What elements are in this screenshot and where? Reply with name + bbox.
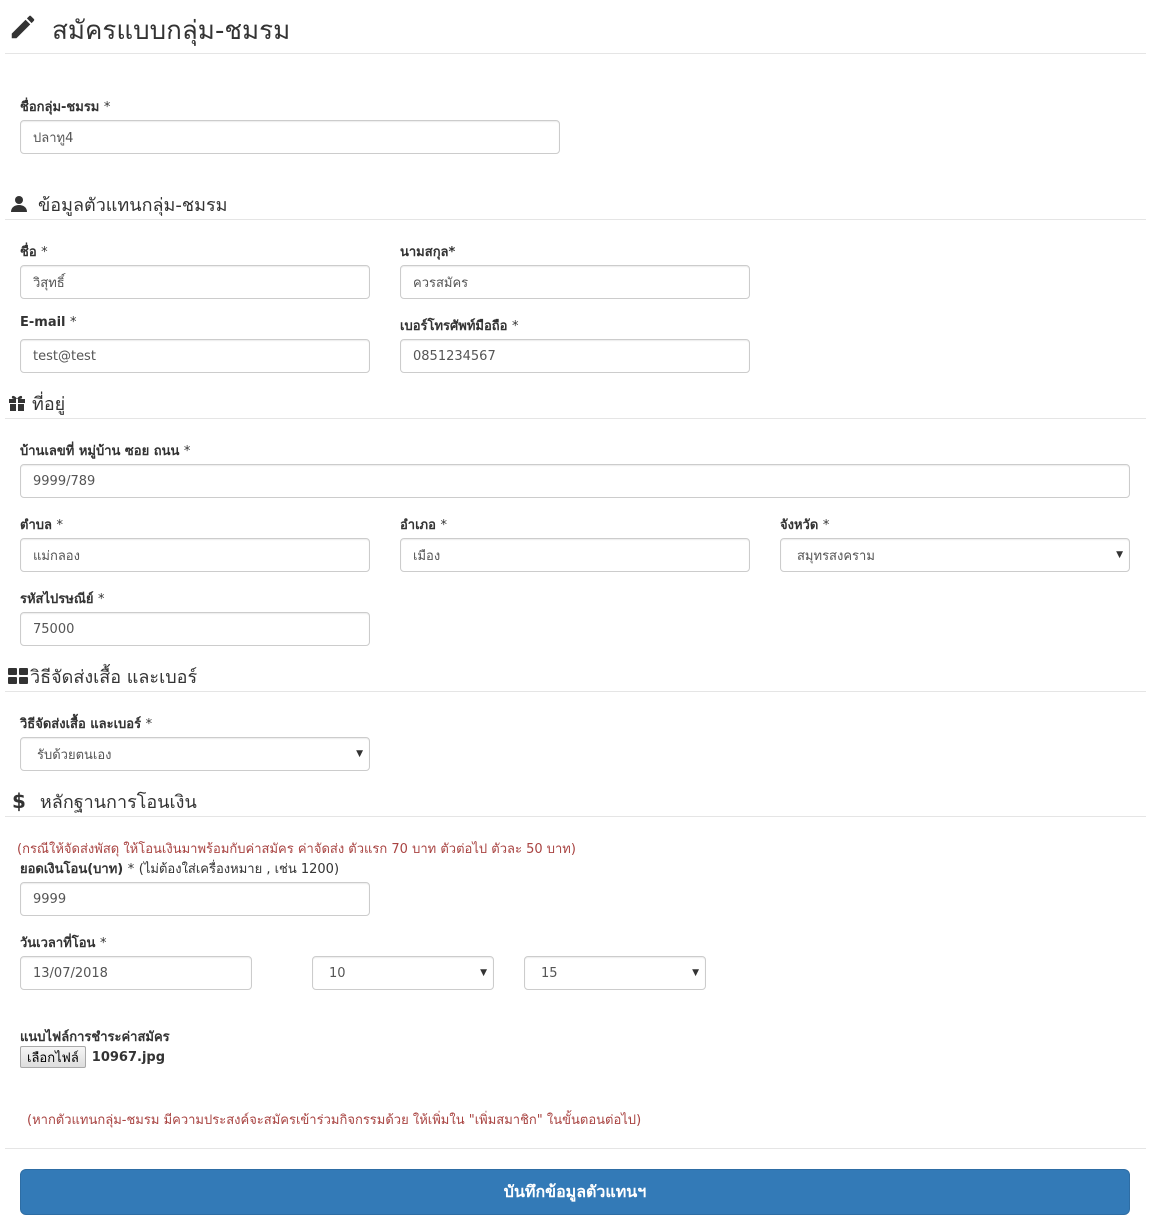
caret-down-icon: ▼ xyxy=(692,968,699,978)
caret-down-icon: ▼ xyxy=(356,749,363,759)
divider xyxy=(5,691,1146,692)
divider xyxy=(5,219,1146,220)
district-label: อำเภอ * xyxy=(400,518,447,533)
shipping-fee-note: (กรณีให้จัดส่งพัสดุ ให้โอนเงินมาพร้อมกับค่าสมัคร ค่าจัดส่ง ตัวแรก 70 บาท ตัวต่อไป ตัวละ 50 บาท) xyxy=(17,842,576,857)
group-name-label: ชื่อกลุ่ม-ชมรม * xyxy=(20,100,111,115)
group-name-input[interactable]: ปลาทู4 xyxy=(20,120,560,154)
last-name-label: นามสกุล* xyxy=(400,245,456,260)
divider xyxy=(5,418,1146,419)
page-title xyxy=(8,10,290,50)
amount-label: ยอดเงินโอน(บาท) * (ไม่ต้องใส่เครื่องหมาย , เช่น 1200) xyxy=(20,862,340,877)
street-input[interactable]: 9999/789 xyxy=(20,464,1130,498)
district-input[interactable]: เมือง xyxy=(400,538,750,572)
divider xyxy=(5,1148,1146,1149)
shipping-section-heading: วิธีจัดส่งเสื้อ และเบอร์ xyxy=(8,663,197,689)
transfer-date-input[interactable]: 13/07/2018 xyxy=(20,956,252,990)
postal-input[interactable]: 75000 xyxy=(20,612,370,646)
gift-icon xyxy=(8,394,26,412)
divider xyxy=(5,816,1146,817)
member-note: (หากตัวแทนกลุ่ม-ชมรม มีความประสงค์จะสมัครเข้าร่วมกิจกรรมด้วย ให้เพิ่มใน "เพิ่มสมาชิก" ในขั้นตอนต่อไป) xyxy=(27,1113,642,1128)
caret-down-icon: ▼ xyxy=(1116,550,1123,560)
email-input[interactable]: test@test xyxy=(20,339,370,373)
postal-label: รหัสไปรษณีย์ * xyxy=(20,592,105,607)
subdistrict-label: ตำบล * xyxy=(20,518,63,533)
province-label: จังหวัด * xyxy=(780,518,830,533)
divider xyxy=(5,53,1146,54)
page-title-text: สมัครแบบกลุ่ม-ชมรม xyxy=(52,15,291,46)
payment-section-heading: $ หลักฐานการโอนเงิน xyxy=(12,789,197,813)
transfer-minute-select[interactable]: 15 ▼ xyxy=(524,956,706,990)
first-name-input[interactable]: วิสุทธิ์ xyxy=(20,265,370,299)
email-label: E-mail * xyxy=(20,315,77,330)
address-section-heading: ที่อยู่ xyxy=(8,390,65,416)
th-large-icon xyxy=(8,667,28,685)
street-label: บ้านเลขที่ หมู่บ้าน ซอย ถนน * xyxy=(20,444,191,459)
first-name-label: ชื่อ * xyxy=(20,245,48,260)
payment-file-label: แนบไฟล์การชำระค่าสมัคร xyxy=(20,1030,170,1045)
province-select[interactable]: สมุทรสงคราม ▼ xyxy=(780,538,1130,572)
pencil-icon xyxy=(8,12,38,49)
subdistrict-input[interactable]: แม่กลอง xyxy=(20,538,370,572)
selected-file-name: 10967.jpg xyxy=(91,1049,166,1065)
last-name-input[interactable]: ควรสมัคร xyxy=(400,265,750,299)
choose-file-button[interactable]: เลือกไฟล์ xyxy=(20,1046,86,1068)
transfer-datetime-label: วันเวลาที่โอน * xyxy=(20,936,107,951)
file-picker xyxy=(20,1046,165,1068)
save-representative-button[interactable]: บันทึกข้อมูลตัวแทนฯ xyxy=(20,1169,1130,1215)
shipping-method-label: วิธีจัดส่งเสื้อ และเบอร์ * xyxy=(20,717,153,732)
amount-hint: (ไม่ต้องใส่เครื่องหมาย , เช่น 1200) xyxy=(138,862,340,877)
dollar-icon: $ xyxy=(12,789,26,813)
amount-input[interactable]: 9999 xyxy=(20,882,370,916)
rep-section-heading: ข้อมูลตัวแทนกลุ่ม-ชมรม xyxy=(10,191,227,217)
phone-label: เบอร์โทรศัพท์มือถือ * xyxy=(400,319,519,334)
user-icon xyxy=(10,195,28,213)
phone-input[interactable]: 0851234567 xyxy=(400,339,750,373)
shipping-method-select[interactable]: รับด้วยตนเอง ▼ xyxy=(20,737,370,771)
caret-down-icon: ▼ xyxy=(480,968,487,978)
transfer-hour-select[interactable]: 10 ▼ xyxy=(312,956,494,990)
